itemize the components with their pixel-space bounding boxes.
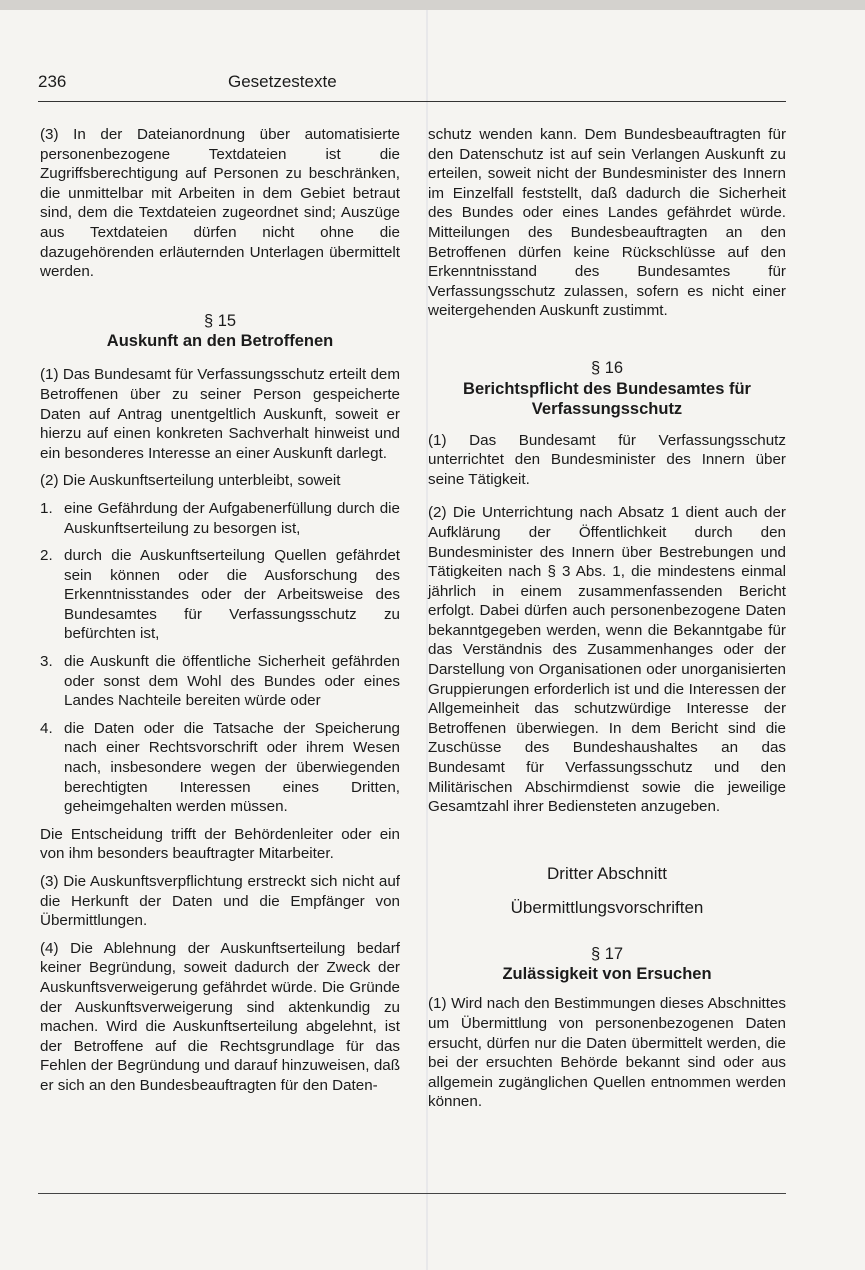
chapter-label: Dritter Abschnitt — [547, 863, 667, 883]
section-15-title: Auskunft an den Betroffenen — [106, 332, 334, 351]
list-item-number: 1. — [40, 499, 53, 517]
page-number: 236 — [38, 72, 67, 91]
list-item-number: 2. — [40, 547, 53, 565]
list-item-text: eine Gefährdung der Aufgabenerfüllung durch die Auskunftserteilung zu besorgen ist, — [64, 499, 400, 537]
continuation-paragraph: schutz wenden kann. Dem Bundesbeauftragten für den Datenschutz ist auf sein Verlangen Auskunft zu erteilen, soweit nicht der Bundesminister des Innern im Einzelfall feststellt, daß dadurch die Sicherheit des Bundes oder eines Landes gefährdet würde. Mitteilungen des Bundesbeauftragten an den Betroffenen dürfen keine Rückschlüsse auf den Erkenntnisstand des Bundesamtes für Verfassungsschutz zulassen, sofern es nicht einer weitergehenden Auskunft zustimmt. — [428, 126, 786, 320]
right-column — [428, 125, 786, 1120]
running-title: Gesetzestexte — [228, 72, 337, 91]
page-header — [38, 72, 786, 98]
section-17-number: § 17 — [590, 944, 624, 963]
paragraph-2: (2) Die Auskunftserteilung unterbleibt, soweit — [40, 472, 341, 490]
list-item-number: 3. — [40, 653, 53, 671]
section-16-number: § 16 — [590, 358, 624, 377]
list-item — [40, 652, 400, 711]
footer-rule — [38, 1193, 786, 1194]
section-16-paragraph-2: (2) Die Unterrichtung nach Absatz 1 dient auch der Aufklärung der Öffentlichkeit durch den Bundesminister des Innern über Bestrebungen und Tätigkeiten nach § 3 Abs. 1, die mindestens einmal jährlich in einem zusammenfassenden Bericht erfolgt. Dabei dürfen auch personenbezogene Daten bekanntgegeben werden, wenn die Bekanntgabe für das Verständnis des Zusammenhanges oder der Darstellung von Organisationen oder unorganisierten Gruppierungen erforderlich ist und die Interessen der Allgemeinheit das schutzwürdige Interesse der Betroffenen überwiegen. In dem Bericht sind die Zuschüsse des Bundeshaushaltes an das Bundesamt für Verfassungsschutz und den Militärischen Abschirmdienst sowie die jeweilige Gesamtzahl ihrer Bediensteten anzugeben. — [428, 504, 786, 816]
exception-list — [40, 499, 400, 817]
list-item-text: die Daten oder die Tatsache der Speicherung nach einer Rechtsvorschrift oder ihrem Wesen nach, insbesondere wegen der überwiegenden berechtigten Interessen eines Dritten, geheimgehalten werden müssen. — [64, 719, 400, 816]
paragraph-3b: (3) Die Auskunftsverpflichtung erstreckt sich nicht auf die Herkunft der Daten und die Empfänger von Übermittlungen. — [40, 873, 400, 930]
left-column — [40, 125, 400, 1104]
list-item — [40, 546, 400, 644]
section-17-title: Zulässigkeit von Ersuchen — [502, 965, 712, 984]
section-16-paragraph-1: (1) Das Bundesamt für Verfassungsschutz unterrichtet den Bundesminister des Innern über seine Tätigkeit. — [428, 431, 786, 488]
list-item-text: die Auskunft die öffentliche Sicherheit gefährden oder sonst dem Wohl des Bundes oder eines Landes Nachteile bereiten würde oder — [64, 653, 400, 710]
list-item — [40, 719, 400, 817]
paragraph-1: (1) Das Bundesamt für Verfassungsschutz erteilt dem Betroffenen über zu seiner Person gespeicherte Daten auf Antrag unentgeltlich Auskunft, soweit er hierzu auf einen konkreten Sachverhalt hinweist und ein besonderes Interesse an einer Auskunft darlegt. — [40, 366, 400, 462]
paragraph-4: (4) Die Ablehnung der Auskunftserteilung bedarf keiner Begründung, soweit dadurch der Zweck der Auskunftsverweigerung gefährdet würde. Die Gründe der Auskunftsverweigerung sind aktenkundig zu machen. Wird die Auskunftserteilung abgelehnt, ist der Betroffene auf die Rechtsgrundlage für das Fehlen der Begründung und darauf hinzuweisen, daß er sich an den Bundesbeauftragten für den Daten- — [40, 939, 400, 1094]
section-15-number: § 15 — [203, 311, 237, 330]
list-item — [40, 499, 400, 538]
header-rule — [38, 101, 786, 102]
chapter-title: Übermittlungsvorschriften — [510, 897, 704, 917]
section-17-paragraph-1: (1) Wird nach den Bestimmungen dieses Abschnittes um Übermittlung von personenbezogenen Daten ersucht, dürfen nur die Daten übermittelt werden, die bei der ersuchten Behörde bekannt sind oder aus allgemein zugänglichen Quellen entnommen werden können. — [428, 995, 786, 1111]
list-item-number: 4. — [40, 719, 53, 737]
list-item-text: durch die Auskunftserteilung Quellen gefährdet sein können oder die Ausforschung des Erkenntnisstandes oder der Arbeitsweise des Bundesamtes für Verfassungsschutz zu befürchten ist, — [64, 547, 400, 643]
decision-paragraph: Die Entscheidung trifft der Behördenleiter oder ein von ihm besonders beauftragter Mitarbeiter. — [40, 825, 400, 863]
scan-top-edge — [0, 0, 865, 10]
section-16-title: Berichtspflicht des Bundesamtes für Verfassungsschutz — [463, 379, 751, 418]
paragraph-3: (3) In der Dateianordnung über automatisierte personenbezogene Textdateien ist die Zugriffsberechtigung auf Personen zu beschränken, die unmittelbar mit Arbeiten in dem Gebiet betraut sind, dem die Textdateien zugeordnet sind; Auszüge aus Textdateien dürfen nicht ohne die dazugehörenden erläuternden Unterlagen übermittelt werden. — [40, 126, 400, 281]
